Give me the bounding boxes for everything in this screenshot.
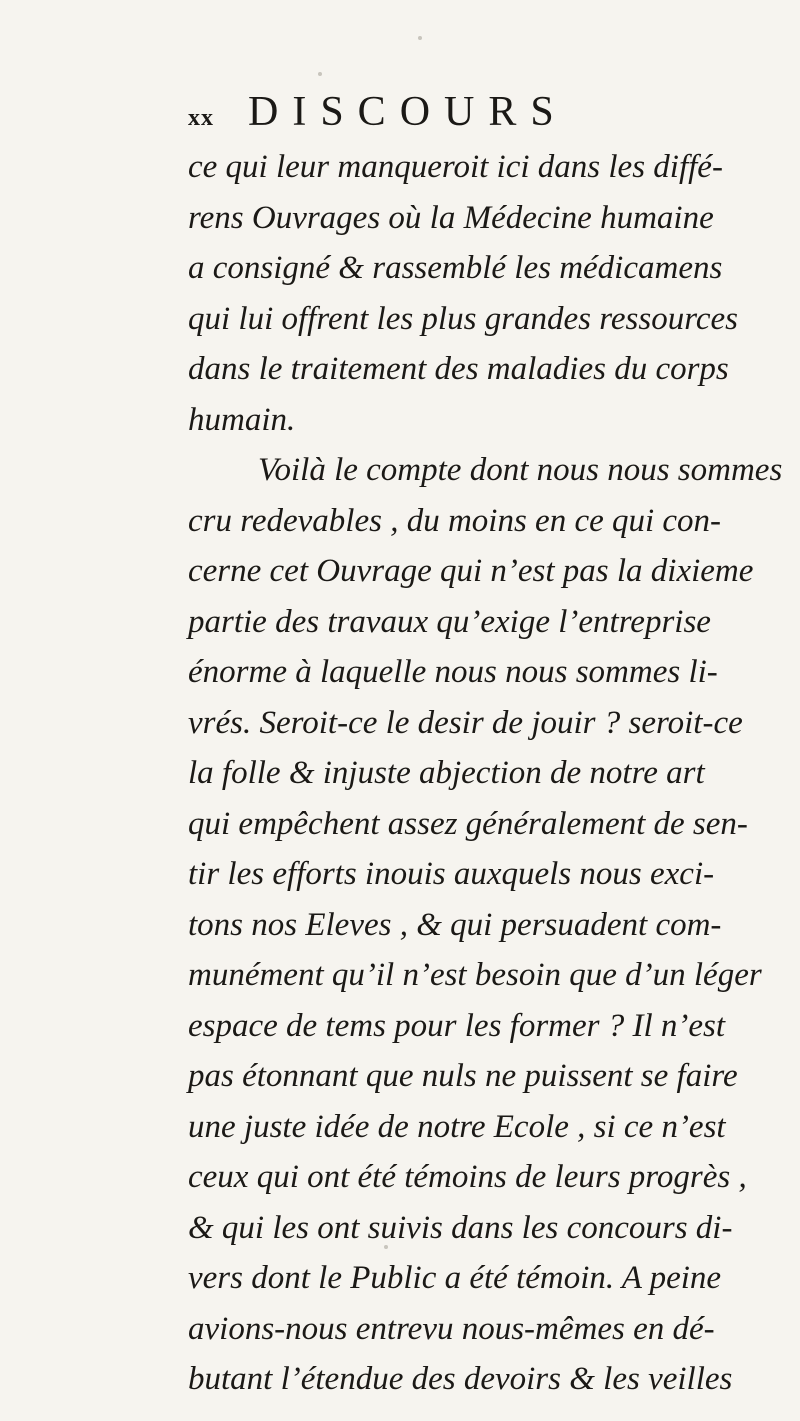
paper-speck xyxy=(418,36,422,40)
text-line: partie des travaux qu’exige l’entreprise xyxy=(188,603,711,640)
text-line: ceux qui ont été témoins de leurs progrès , xyxy=(188,1159,747,1195)
text-line: vers dont le Public a été témoin. A peine xyxy=(188,1260,722,1296)
text-line: ce qui leur manqueroit ici dans les diffé- xyxy=(188,149,723,185)
text-line: & qui les ont suivis dans les concours di- xyxy=(188,1209,733,1246)
text-line: butant l’étendue des devoirs & les veilles xyxy=(188,1361,733,1397)
text-line: énorme à laquelle nous nous sommes li- xyxy=(188,654,718,690)
page-header xyxy=(188,88,648,136)
text-line: vrés. Seroit-ce le desir de jouir ? seroit-ce xyxy=(188,704,743,741)
paper-speck xyxy=(318,72,322,76)
text-line: espace de tems pour les former ? Il n’est xyxy=(188,1007,726,1044)
text-line: qui lui offrent les plus grandes ressources xyxy=(188,300,738,337)
text-line: cru redevables , du moins en ce qui con- xyxy=(188,502,722,539)
text-line: Voilà le compte dont nous nous sommes xyxy=(258,452,783,488)
text-line: munément qu’il n’est besoin que d’un léger xyxy=(188,957,762,993)
text-line: pas étonnant que nuls ne puissent se faire xyxy=(188,1058,738,1094)
text-line: rens Ouvrages où la Médecine humaine xyxy=(188,199,714,236)
text-line: tons nos Eleves , & qui persuadent com- xyxy=(188,906,722,943)
text-line: dans le traitement des maladies du corps xyxy=(188,351,729,387)
text-line: une juste idée de notre Ecole , si ce n’est xyxy=(188,1108,726,1145)
text-line: la folle & injuste abjection de notre art xyxy=(188,755,705,791)
text-line: avions-nous entrevu nous-mêmes en dé- xyxy=(188,1310,715,1347)
text-line: humain. xyxy=(188,401,296,438)
body-text xyxy=(188,142,788,1405)
text-line: cerne cet Ouvrage qui n’est pas la dixieme xyxy=(188,553,754,589)
page-number: xx xyxy=(188,105,214,131)
text-line: tir les efforts inouis auxquels nous exci- xyxy=(188,856,715,892)
text-line: qui empêchent assez généralement de sen- xyxy=(188,805,748,842)
text-line: a consigné & rassemblé les médicamens xyxy=(188,250,723,286)
paper-speck xyxy=(384,1245,388,1249)
running-title: DISCOURS xyxy=(248,89,568,135)
